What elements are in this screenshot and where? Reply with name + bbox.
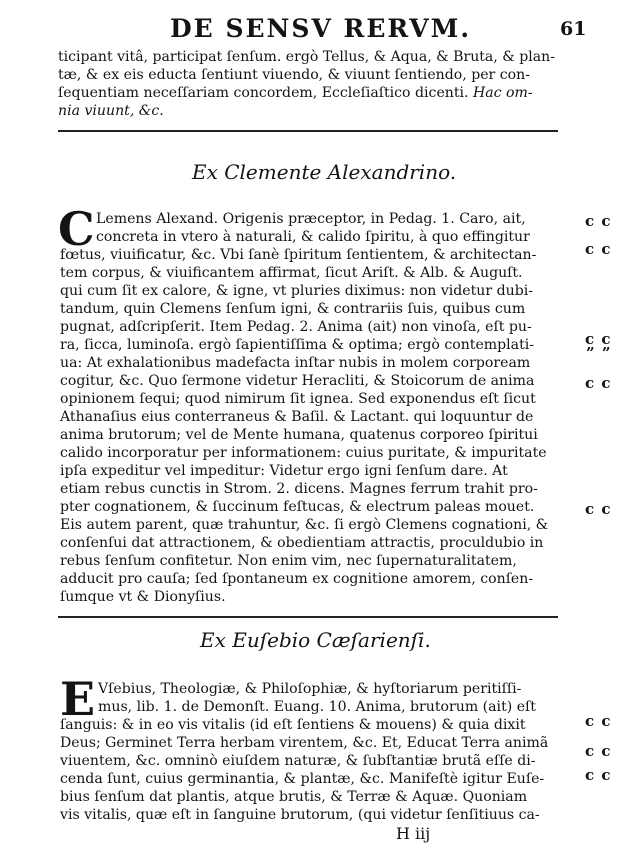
text-line: Lemens Alexand. Origenis præceptor, in Pedag. 1. Caro, ait, bbox=[96, 211, 526, 227]
margin-quote-mark: c c bbox=[585, 212, 612, 230]
text-segment: ſequentiam neceſſariam concordem, Eccleſiaſtico dicenti. bbox=[58, 85, 469, 101]
text-line: nia viuunt, &c. bbox=[58, 103, 164, 119]
margin-quote-mark: c c bbox=[585, 240, 612, 258]
margin-quote-mark: c c bbox=[585, 742, 612, 760]
section-heading: Ex Euſebio Cæſarienſi. bbox=[200, 628, 431, 652]
text-line: Eis autem parent, quæ trahuntur, &c. ſi ergò Clemens cognationi, & bbox=[60, 517, 549, 533]
drop-capital: C bbox=[58, 202, 95, 256]
drop-capital: E bbox=[60, 672, 96, 726]
margin-quote-mark: c c bbox=[585, 374, 612, 392]
text-line bbox=[58, 84, 533, 102]
section-heading: Ex Clemente Alexandrino. bbox=[192, 160, 457, 184]
section-divider bbox=[58, 130, 558, 132]
text-line: mus, lib. 1. de Demonſt. Euang. 10. Anima, brutorum (ait) eſt bbox=[98, 699, 536, 715]
text-line: tem corpus, & viuificantem affirmat, ſicut Ariſt. & Alb. & Auguſt. bbox=[60, 265, 523, 281]
signature-mark: H iij bbox=[396, 824, 431, 843]
text-line: ſanguis: & in eo vis vitalis (id eſt ſentiens & mouens) & quia dixit bbox=[60, 717, 526, 733]
text-line: rebus ſenſum confitetur. Non enim vim, nec ſupernaturalitatem, bbox=[60, 553, 517, 569]
text-line: ſumque vt & Dionyſius. bbox=[60, 589, 226, 605]
text-line: cogitur, &c. Quo ſermone videtur Heracliti, & Stoicorum de anima bbox=[60, 373, 535, 389]
text-line: Deus; Germinet Terra herbam virentem, &c. Et, Educat Terra animã bbox=[60, 735, 549, 751]
margin-quote-mark: c c bbox=[585, 500, 612, 518]
text-line: ua: At exhalationibus madefacta inſtar nubis in molem corpoream bbox=[60, 355, 531, 371]
text-line: pugnat, adſcripſerit. Item Pedag. 2. Anima (ait) non vinoſa, eſt pu- bbox=[60, 319, 532, 335]
text-line: pter cognationem, & ſuccinum feſtucas, & electrum paleas mouet. bbox=[60, 499, 535, 515]
text-line: calido incorporatur per informationem: cuius puritate, & impuritate bbox=[60, 445, 547, 461]
text-line: bius ſenſum dat plantis, atque brutis, & Terræ & Aquæ. Quoniam bbox=[60, 789, 528, 805]
text-line: Athanaſius eius conterraneus & Baſil. & Lactant. qui loquuntur de bbox=[60, 409, 534, 425]
text-line: concreta in vtero à naturali, & calido ſpiritu, à quo effingitur bbox=[96, 229, 530, 245]
text-line: viuentem, &c. omninò eiuſdem naturæ, & ſubſtantiæ brutã eſſe di- bbox=[60, 753, 536, 769]
italic-quote: Hac om- bbox=[468, 85, 533, 101]
text-line: ipſa expeditur vel impeditur: Videtur ergo igni ſenſum dare. At bbox=[60, 463, 508, 479]
text-line: ticipant vitâ, participat ſenſum. ergò Tellus, & Aqua, & Bruta, & plan- bbox=[58, 49, 555, 65]
text-line: etiam rebus cunctis in Strom. 2. dicens. Magnes ferrum trahit pro- bbox=[60, 481, 538, 497]
margin-quote-mark: c c bbox=[585, 330, 612, 348]
margin-quote-mark: c c bbox=[585, 766, 612, 784]
section-divider bbox=[58, 616, 558, 618]
text-line: opinionem ſequi; quod nimirum ſit ignea. Sed exponendus eſt ſicut bbox=[60, 391, 536, 407]
text-line: anima brutorum; vel de Mente humana, quatenus corporeo ſpiritui bbox=[60, 427, 538, 443]
text-line: fœtus, viuificatur, &c. Vbi ſanè ſpiritum ſentientem, & architectan- bbox=[60, 247, 537, 263]
running-title: DE SENSV RERVM. bbox=[170, 14, 472, 43]
text-line: conſenſui dat attractionem, & obedientiam attractis, proculdubio in bbox=[60, 535, 544, 551]
page-number: 61 bbox=[560, 18, 587, 40]
margin-quote-mark: ” ” bbox=[586, 344, 612, 362]
margin-quote-mark: c c bbox=[585, 712, 612, 730]
text-line: ra, ſicca, luminoſa. ergò ſapientiſſima & optima; ergò contemplati- bbox=[60, 337, 535, 353]
text-line: Vſebius, Theologiæ, & Philoſophiæ, & hyſtoriarum peritiſſi- bbox=[98, 681, 522, 697]
text-line: vis vitalis, quæ eſt in ſanguine brutorum, (qui videtur ſenſitiuus ca- bbox=[60, 807, 540, 823]
text-line: qui cum ſit ex calore, & igne, vt pluries diximus: non videtur dubi- bbox=[60, 283, 533, 299]
text-line: cenda ſunt, cuius germinantia, & plantæ, &c. Manifeſtè igitur Euſe- bbox=[60, 771, 545, 787]
text-line: adducit pro cauſa; ſed ſpontaneum ex cognitione amorem, conſen- bbox=[60, 571, 534, 587]
text-line: tæ, & ex eis educta ſentiunt viuendo, & viuunt ſentiendo, per con- bbox=[58, 67, 530, 83]
text-line: tandum, quin Clemens ſenſum igni, & contrariis ſuis, quibus cum bbox=[60, 301, 526, 317]
